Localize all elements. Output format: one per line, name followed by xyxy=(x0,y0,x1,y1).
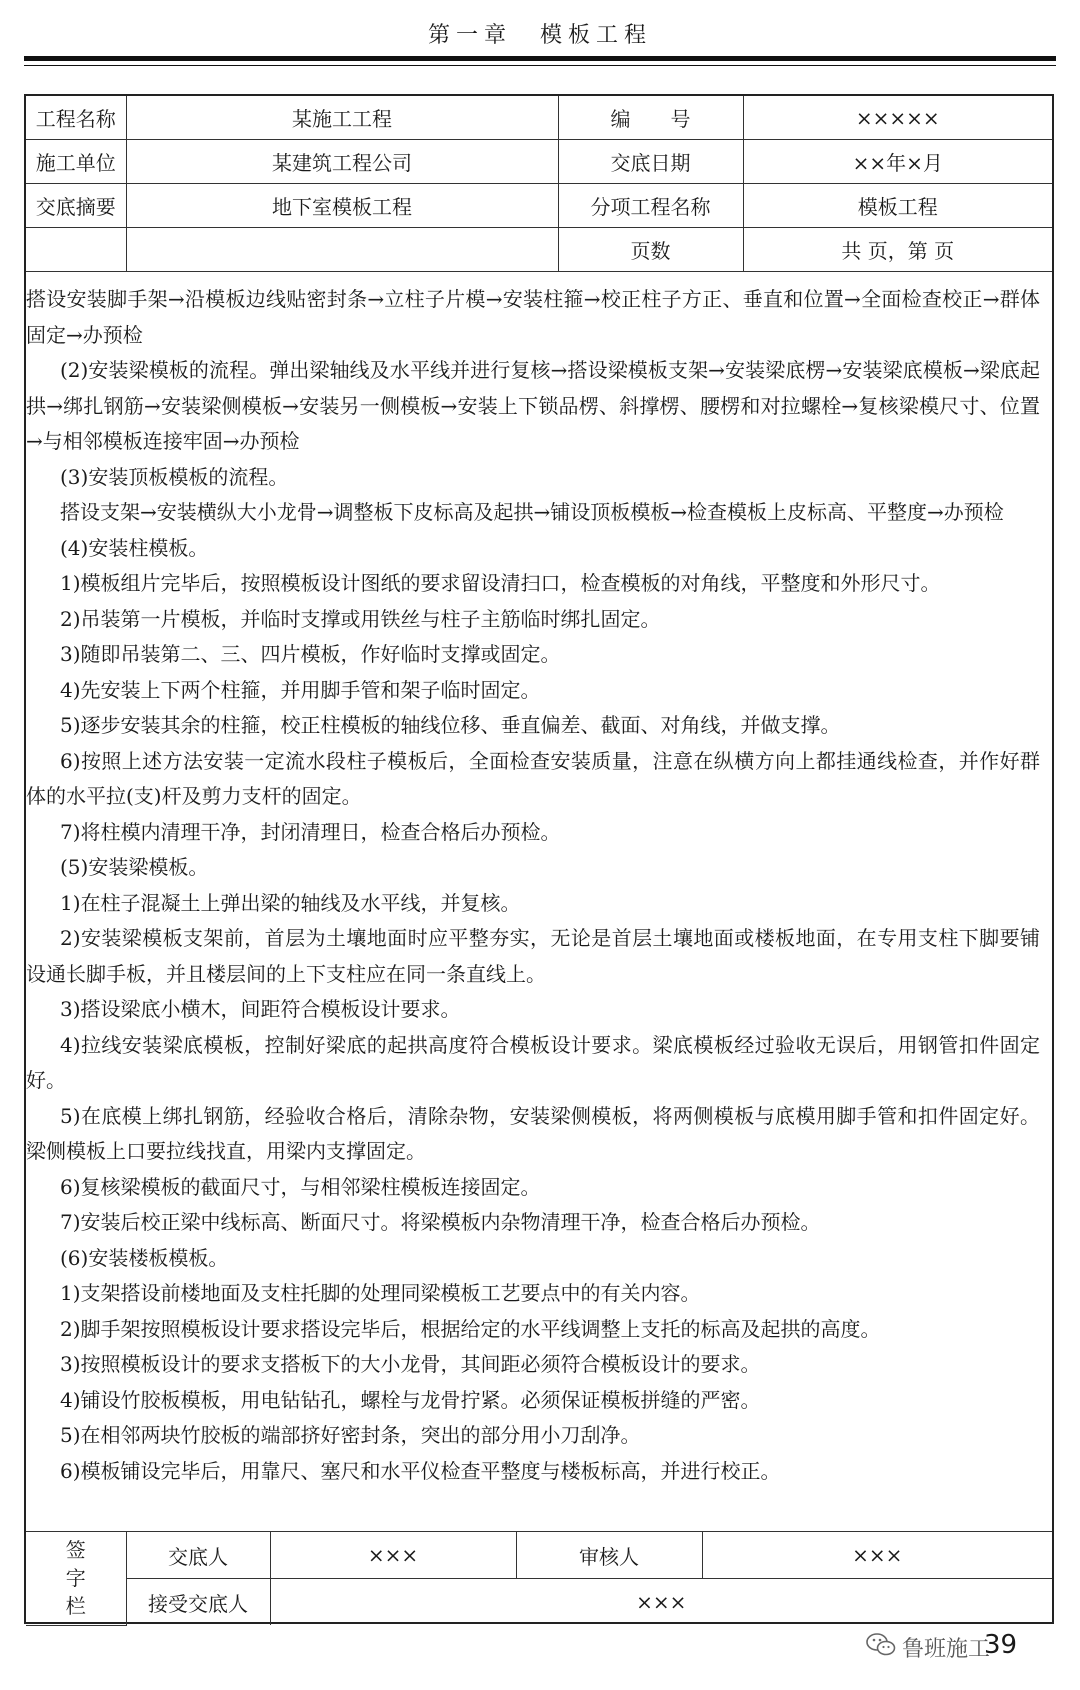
briefing-sheet xyxy=(24,94,1054,1624)
paragraph: 1)在柱子混凝土上弹出梁的轴线及水平线，并复核。 xyxy=(60,890,521,915)
paragraph: 3)随即吊装第二、三、四片模板，作好临时支撑或固定。 xyxy=(60,642,561,666)
label-page-count: 页数 xyxy=(558,228,743,272)
signature-label-char: 字 xyxy=(65,1566,86,1591)
paragraph: 3)按照模板设计的要求支搭板下的大小龙骨，其间距必须符合模板设计的要求。 xyxy=(60,1352,761,1376)
paragraph: 4)拉线安装梁底模板，控制好梁底的起拱高度符合模板设计要求。梁底模板经过验收无误后，用钢管扣件固定好。 xyxy=(26,1032,1040,1092)
table-row xyxy=(26,96,1052,140)
paragraph: 1)模板组片完毕后，按照模板设计图纸的要求留设清扫口，检查模板的对角线，平整度和外形尺寸。 xyxy=(60,571,941,595)
value-summary: 地下室模板工程 xyxy=(126,184,558,228)
paragraph: (4)安装柱模板。 xyxy=(60,535,209,560)
paragraph: 6)按照上述方法安装一定流水段柱子模板后，全面检查安装质量，注意在纵横方向上都挂通线检查，并作好群体的水平拉(支)杆及剪力支杆的固定。 xyxy=(26,748,1040,808)
paragraph: 2)脚手架按照模板设计要求搭设完毕后，根据给定的水平线调整上支托的标高及起拱的高度。 xyxy=(60,1316,881,1341)
paragraph: (5)安装梁模板。 xyxy=(60,855,209,879)
paragraph: 5)逐步安装其余的柱箍，校正柱模板的轴线位移、垂直偏差、截面、对角线，并做支撑。 xyxy=(60,713,841,737)
paragraph: 4)先安装上下两个柱箍，并用脚手管和架子临时固定。 xyxy=(60,677,541,702)
value-project-name: 某施工工程 xyxy=(126,96,558,140)
value-reviewer: ××× xyxy=(702,1532,1052,1579)
paragraph: 4)铺设竹胶板模板，用电钻钻孔，螺栓与龙骨拧紧。必须保证模板拼缝的严密。 xyxy=(60,1387,761,1412)
wechat-icon xyxy=(866,1632,896,1658)
paragraph: 5)在底模上绑扎钢筋，经验收合格后，清除杂物，安装梁侧模板，将两侧模板与底模用脚手管和扣件固定好。梁侧模板上口要拉线找直，用梁内支撑固定。 xyxy=(26,1103,1040,1163)
signature-section-label xyxy=(26,1532,126,1626)
header-table xyxy=(26,96,1052,272)
table-row xyxy=(26,1532,1052,1579)
paragraph: 3)搭设梁底小横木，间距符合模板设计要求。 xyxy=(60,997,461,1021)
signature-label-char: 签 xyxy=(65,1538,86,1563)
empty-cell xyxy=(26,228,126,272)
briefing-content xyxy=(26,282,1052,1620)
value-subitem-name: 模板工程 xyxy=(743,184,1052,228)
value-construction-unit: 某建筑工程公司 xyxy=(126,140,558,184)
paragraph: 2)安装梁模板支架前，首层为土壤地面时应平整夯实，无论是首层土壤地面或楼板地面，在专用支柱下脚要铺设通长脚手板，并且楼层间的上下支柱应在同一条直线上。 xyxy=(26,926,1040,986)
paragraph: (2)安装梁模板的流程。弹出梁轴线及水平线并进行复核→搭设梁模板支架→安装梁底楞→安装梁底模板→梁底起拱→绑扎钢筋→安装梁侧模板→安装另一侧模板→安装上下锁品楞、斜撑楞、腰楞和对拉螺栓→复核梁模尺寸、位置→与相邻模板连接牢固→办预检 xyxy=(26,358,1040,453)
label-project-name: 工程名称 xyxy=(26,96,126,140)
paragraph: 2)吊装第一片模板，并临时支撑或用铁丝与柱子主筋临时绑扎固定。 xyxy=(60,606,661,631)
header-rule-thick xyxy=(24,56,1056,61)
label-briefing-date: 交底日期 xyxy=(558,140,743,184)
header-rule-thin xyxy=(24,65,1056,66)
label-summary: 交底摘要 xyxy=(26,184,126,228)
label-subitem-name: 分项工程名称 xyxy=(558,184,743,228)
value-page-count: 共 页，第 页 xyxy=(743,228,1052,272)
paragraph: 搭设安装脚手架→沿模板边线贴密封条→立柱子片模→安装柱箍→校正柱子方正、垂直和位置→全面检查校正→群体固定→办预检 xyxy=(26,287,1040,347)
signature-table xyxy=(26,1531,1052,1626)
table-row xyxy=(26,140,1052,184)
signature-label-char: 栏 xyxy=(65,1594,86,1619)
running-head: 第一章 模板工程 xyxy=(427,23,652,48)
paragraph: 7)安装后校正梁中线标高、断面尺寸。将梁模板内杂物清理干净，检查合格后办预检。 xyxy=(60,1210,821,1234)
paragraph: 搭设支架→安装横纵大小龙骨→调整板下皮标高及起拱→铺设顶板模板→检查模板上皮标高、平整度→办预检 xyxy=(60,500,1004,524)
table-row xyxy=(26,184,1052,228)
empty-cell xyxy=(126,228,558,272)
paragraph: (6)安装楼板模板。 xyxy=(60,1245,229,1270)
paragraph: (3)安装顶板模板的流程。 xyxy=(60,464,289,489)
value-briefer: ××× xyxy=(270,1532,516,1579)
page-number: 39 xyxy=(984,1630,1018,1660)
paragraph: 5)在相邻两块竹胶板的端部挤好密封条，突出的部分用小刀刮净。 xyxy=(60,1423,641,1447)
value-briefing-date: ××年×月 xyxy=(743,140,1052,184)
label-construction-unit: 施工单位 xyxy=(26,140,126,184)
paragraph: 6)模板铺设完毕后，用靠尺、塞尺和水平仪检查平整度与楼板标高，并进行校正。 xyxy=(60,1458,781,1483)
value-recipient: ××× xyxy=(270,1579,1052,1626)
paragraph: 1)支架搭设前楼地面及支柱托脚的处理同梁模板工艺要点中的有关内容。 xyxy=(60,1281,701,1305)
watermark-text: 鲁班施工 xyxy=(902,1637,991,1662)
value-serial-no: ××××× xyxy=(743,96,1052,140)
paragraph: 6)复核梁模板的截面尺寸，与相邻梁柱模板连接固定。 xyxy=(60,1174,541,1199)
label-briefer: 交底人 xyxy=(126,1532,270,1579)
label-reviewer: 审核人 xyxy=(516,1532,702,1579)
paragraph: 7)将柱模内清理干净，封闭清理日，检查合格后办预检。 xyxy=(60,819,561,844)
label-serial-no: 编 号 xyxy=(558,96,743,140)
table-row xyxy=(26,228,1052,272)
label-recipient: 接受交底人 xyxy=(126,1579,270,1626)
table-row xyxy=(26,1579,1052,1626)
